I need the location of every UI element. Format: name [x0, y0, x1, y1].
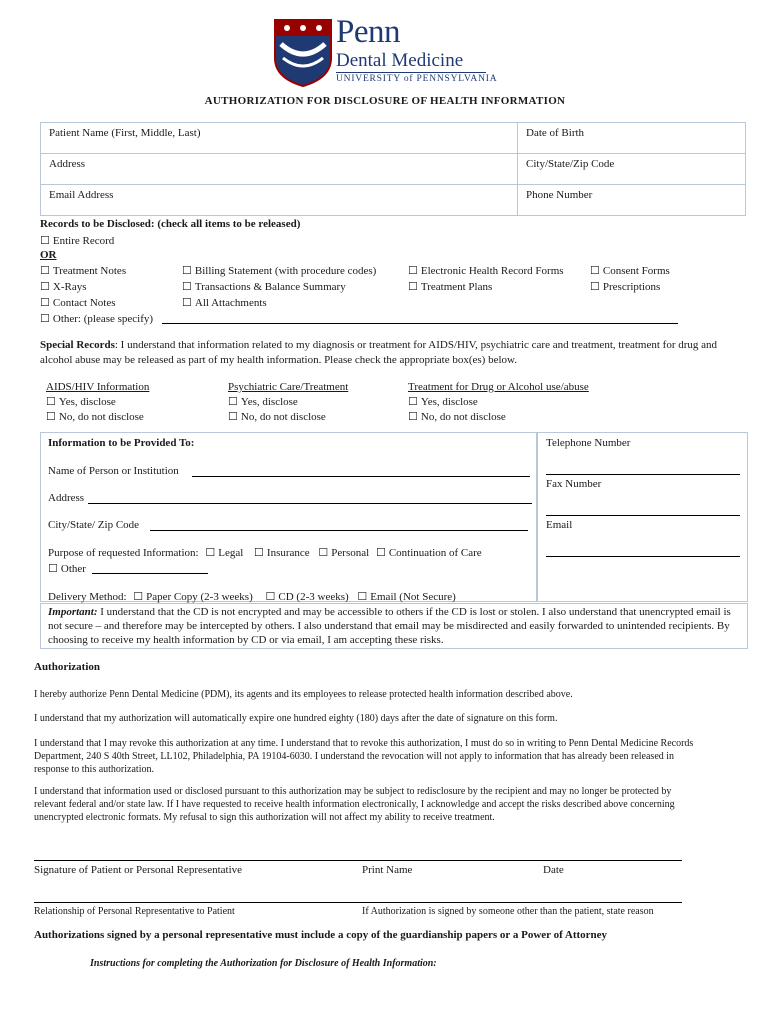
- provided-heading: Information to be Provided To:: [48, 437, 195, 449]
- checkbox-purpose-legal[interactable]: ☐ Legal: [205, 547, 243, 559]
- signature-line[interactable]: [34, 860, 682, 861]
- recipient-city-line[interactable]: [150, 530, 528, 531]
- checkbox-billing[interactable]: ☐ Billing Statement (with procedure codes): [182, 264, 376, 277]
- signature-label: Signature of Patient or Personal Representative: [34, 864, 243, 876]
- telephone-line[interactable]: [546, 474, 740, 475]
- checkbox-aids-no[interactable]: ☐ No, do not disclose: [46, 410, 149, 425]
- recipient-email-label: Email: [546, 519, 573, 531]
- form-title: AUTHORIZATION FOR DISCLOSURE OF HEALTH INFORMATION: [204, 95, 566, 107]
- recipient-email-line[interactable]: [546, 556, 740, 557]
- checkbox-entire-record[interactable]: ☐ Entire Record: [40, 234, 114, 247]
- authorization-p3: I understand that I may revoke this authorization at any time. I understand that to revoke this authorization, I must do so in writing to Penn Dental Medicine Records Department, 240 S 40th Street, LL102, Philadelphia, PA 19104-6030. I understand the revocation will not apply to information that has already been released in response to this authorization.: [34, 738, 694, 775]
- checkbox-treatment-plans[interactable]: ☐ Treatment Plans: [408, 280, 492, 293]
- address-field[interactable]: Address: [41, 154, 518, 185]
- purpose-other-line[interactable]: [92, 573, 208, 574]
- records-or: OR: [40, 249, 57, 261]
- checkbox-purpose-personal[interactable]: ☐ Personal: [318, 547, 369, 559]
- phone-field[interactable]: Phone Number: [518, 185, 746, 216]
- authorization-p2: I understand that my authorization will automatically expire one hundred eighty (180) days after the date of signature on this form.: [34, 713, 558, 724]
- checkbox-psych-yes[interactable]: ☐ Yes, disclose: [228, 395, 348, 410]
- checkbox-purpose-continuation[interactable]: ☐ Continuation of Care: [376, 547, 482, 559]
- provided-contact-box: [536, 432, 748, 602]
- brand-university: UNIVERSITY of PENNSYLVANIA: [336, 74, 498, 84]
- provided-to-box: [40, 432, 538, 602]
- email-field[interactable]: Email Address: [41, 185, 518, 216]
- city-field[interactable]: City/State/Zip Code: [518, 154, 746, 185]
- checkbox-treatment-notes[interactable]: ☐ Treatment Notes: [40, 264, 126, 277]
- relationship-line[interactable]: [34, 902, 682, 903]
- representative-notice: Authorizations signed by a personal representative must include a copy of the guardianship papers or a Power of Attorney: [34, 929, 608, 941]
- checkbox-attachments[interactable]: ☐ All Attachments: [182, 296, 267, 309]
- checkbox-delivery-paper[interactable]: ☐ Paper Copy (2-3 weeks): [133, 591, 253, 603]
- checkbox-transactions[interactable]: ☐ Transactions & Balance Summary: [182, 280, 346, 293]
- fax-label: Fax Number: [546, 478, 602, 490]
- checkbox-delivery-email[interactable]: ☐ Email (Not Secure): [357, 591, 455, 603]
- psych-group: Psychiatric Care/Treatment ☐ Yes, disclose ☐ No, do not disclose: [228, 380, 348, 425]
- checkbox-consent[interactable]: ☐ Consent Forms: [590, 264, 670, 277]
- checkbox-aids-yes[interactable]: ☐ Yes, disclose: [46, 395, 149, 410]
- dob-field[interactable]: Date of Birth: [518, 123, 746, 154]
- fax-line[interactable]: [546, 515, 740, 516]
- checkbox-contact-notes[interactable]: ☐ Contact Notes: [40, 296, 116, 309]
- records-heading: Records to be Disclosed: (check all items to be released): [40, 218, 301, 230]
- checkbox-xrays[interactable]: ☐ X-Rays: [40, 280, 86, 293]
- recipient-city-label: City/State/ Zip Code: [48, 519, 140, 531]
- checkbox-drug-no[interactable]: ☐ No, do not disclose: [408, 410, 589, 425]
- checkbox-ehr[interactable]: ☐ Electronic Health Record Forms: [408, 264, 564, 277]
- penn-shield-icon: [273, 18, 333, 88]
- recipient-address-label: Address: [48, 492, 85, 504]
- important-text: Important: I understand that the CD is not encrypted and may be accessible to others if the CD is lost or stolen. I also understand that unencrypted email is not secure – and therefore may be intercepted by others. I also understand that email may be misdirected and easily forwarded to unintended recipients. By choosing to receive my health information by CD or via email, I am accepting these risks.: [48, 606, 731, 646]
- checkbox-delivery-cd[interactable]: ☐ CD (2-3 weeks): [266, 591, 349, 603]
- instructions-heading: Instructions for completing the Authorization for Disclosure of Health Information:: [90, 958, 437, 969]
- print-name-label: Print Name: [362, 864, 413, 876]
- checkbox-other[interactable]: ☐ Other: (please specify): [40, 312, 153, 325]
- date-label: Date: [543, 864, 564, 876]
- checkbox-purpose-insurance[interactable]: ☐ Insurance: [254, 547, 310, 559]
- brand-divider: [336, 72, 486, 73]
- drug-group: Treatment for Drug or Alcohol use/abuse ☐ Yes, disclose ☐ No, do not disclose: [408, 380, 589, 425]
- authorization-p1: I hereby authorize Penn Dental Medicine (PDM), its agents and its employees to release protected health information described above.: [34, 689, 573, 700]
- checkbox-purpose-other[interactable]: ☐ Other: [48, 562, 86, 575]
- reason-label: If Authorization is signed by someone other than the patient, state reason: [362, 906, 654, 917]
- aids-hiv-group: AIDS/HIV Information ☐ Yes, disclose ☐ No, do not disclose: [46, 380, 149, 425]
- checkbox-prescriptions[interactable]: ☐ Prescriptions: [590, 280, 660, 293]
- brand-name: Penn: [336, 14, 400, 50]
- telephone-label: Telephone Number: [546, 437, 631, 449]
- recipient-name-label: Name of Person or Institution: [48, 465, 179, 477]
- relationship-label: Relationship of Personal Representative to Patient: [34, 906, 235, 917]
- other-specify-line[interactable]: [162, 323, 678, 324]
- patient-info-table: [40, 122, 746, 216]
- brand-subtitle: Dental Medicine: [336, 50, 464, 71]
- purpose-row: Purpose of requested Information: ☐ Legal ☐ Insurance ☐ Personal ☐ Continuation of Care: [48, 546, 482, 559]
- patient-name-field[interactable]: Patient Name (First, Middle, Last): [41, 123, 518, 154]
- recipient-name-line[interactable]: [192, 476, 530, 477]
- checkbox-psych-no[interactable]: ☐ No, do not disclose: [228, 410, 348, 425]
- authorization-heading: Authorization: [34, 661, 100, 673]
- delivery-row: Delivery Method: ☐ Paper Copy (2-3 weeks) ☐ CD (2-3 weeks) ☐ Email (Not Secure): [48, 590, 456, 603]
- recipient-address-line[interactable]: [88, 503, 532, 504]
- authorization-p4: I understand that information used or disclosed pursuant to this authorization may be subject to redisclosure by the recipient and may no longer be protected by relevant federal and/or state law. If I have requested to receive health information electronically, I acknowledge and accept the risks described above concerning unencrypted electronic formats. My refusal to sign this authorization will not affect my ability to receive treatment.: [34, 786, 675, 823]
- special-records-text: Special Records: I understand that information related to my diagnosis or treatment for AIDS/HIV, psychiatric care and treatment, treatment for drug and alcohol abuse may be released as part of my health information. Please check the appropriate box(es) below.: [40, 339, 718, 366]
- checkbox-drug-yes[interactable]: ☐ Yes, disclose: [408, 395, 589, 410]
